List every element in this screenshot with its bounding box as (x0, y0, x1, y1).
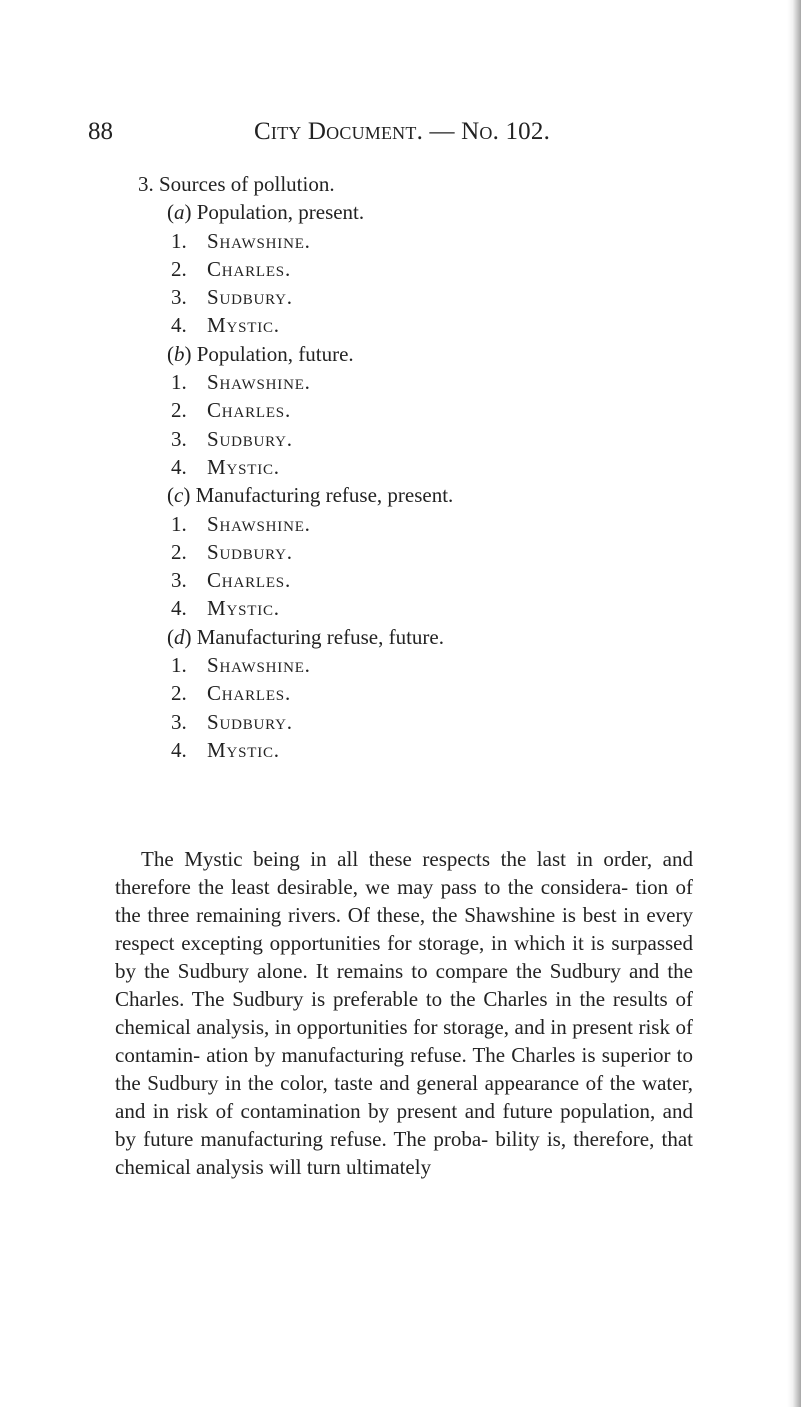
page-edge-shadow (787, 0, 801, 1407)
river-name: Shawshine. (207, 228, 311, 253)
page-number: 88 (88, 118, 113, 145)
list-item (138, 736, 698, 764)
pollution-sources-outline (138, 170, 698, 764)
list-item (138, 453, 698, 481)
river-name: Charles. (207, 256, 291, 281)
list-item (138, 311, 698, 339)
item-number: 3. (171, 709, 187, 734)
river-name: Charles. (207, 681, 291, 706)
river-name: Mystic. (207, 454, 280, 479)
item-number: 2. (171, 398, 187, 423)
list-item (138, 679, 698, 707)
item-number: 2. (171, 539, 187, 564)
outline-section-d: (d) Manufacturing refuse, future. (167, 624, 444, 649)
river-name: Sudbury. (207, 539, 293, 564)
section-title: Population, future. (196, 341, 354, 366)
item-number: 4. (171, 454, 187, 479)
river-name: Shawshine. (207, 370, 311, 395)
item-number: 3. (171, 285, 187, 310)
item-number: 4. (171, 737, 187, 762)
list-item (138, 396, 698, 424)
section-letter: a (174, 200, 185, 225)
item-number: 1. (171, 228, 187, 253)
outline-section-b: (b) Population, future. (167, 341, 354, 366)
list-item (138, 283, 698, 311)
item-number: 3. (171, 568, 187, 593)
body-paragraph: The Mystic being in all these respects the last in order, and therefore the least desirable, we may pass to the considera- tion of the three remaining rivers. Of these, the Shawshine is best in every respect excepting opportunities for storage, in which it is surpassed by the Sudbury alone. It remains to compare the Sudbury and the Charles. The Sudbury is preferable to the Charles in the results of chemical analysis, in opportunities for storage, and in present risk of contamin- ation by manufacturing refuse. The Charles is superior to the Sudbury in the color, taste and general appearance of the water, and in risk of contamination by present and future population, and by future manufacturing refuse. The proba- bility is, therefore, that chemical analysis will turn ultimately (115, 847, 693, 1179)
river-name: Shawshine. (207, 511, 311, 536)
list-item (138, 425, 698, 453)
item-number: 2. (171, 256, 187, 281)
river-name: Sudbury. (207, 285, 293, 310)
item-number: 4. (171, 596, 187, 621)
running-header (88, 116, 718, 148)
river-name: Mystic. (207, 737, 280, 762)
document-title: City Document. — No. 102. (254, 118, 551, 145)
list-item (138, 255, 698, 283)
item-number: 1. (171, 511, 187, 536)
item-number: 1. (171, 370, 187, 395)
item-number: 2. (171, 681, 187, 706)
section-letter: b (174, 341, 185, 366)
section-title: Manufacturing refuse, present. (195, 483, 454, 508)
list-item (138, 510, 698, 538)
list-item (138, 368, 698, 396)
river-name: Charles. (207, 568, 291, 593)
list-item (138, 566, 698, 594)
list-item (138, 651, 698, 679)
river-name: Shawshine. (207, 653, 311, 678)
list-item (138, 538, 698, 566)
item-number: 3. (171, 426, 187, 451)
outline-section-a: (a) Population, present. (167, 200, 365, 225)
outline-section-c: (c) Manufacturing refuse, present. (167, 483, 454, 508)
river-name: Mystic. (207, 596, 280, 621)
section-title: Population, present. (196, 200, 365, 225)
list-item (138, 708, 698, 736)
river-name: Mystic. (207, 313, 280, 338)
item-number: 4. (171, 313, 187, 338)
outline-heading: 3. Sources of pollution. (138, 172, 335, 196)
river-name: Charles. (207, 398, 291, 423)
section-letter: c (174, 483, 184, 508)
list-item (138, 594, 698, 622)
section-title: Manufacturing refuse, future. (196, 624, 444, 649)
section-letter: d (174, 624, 185, 649)
list-item (138, 227, 698, 255)
item-number: 1. (171, 653, 187, 678)
river-name: Sudbury. (207, 426, 293, 451)
river-name: Sudbury. (207, 709, 293, 734)
